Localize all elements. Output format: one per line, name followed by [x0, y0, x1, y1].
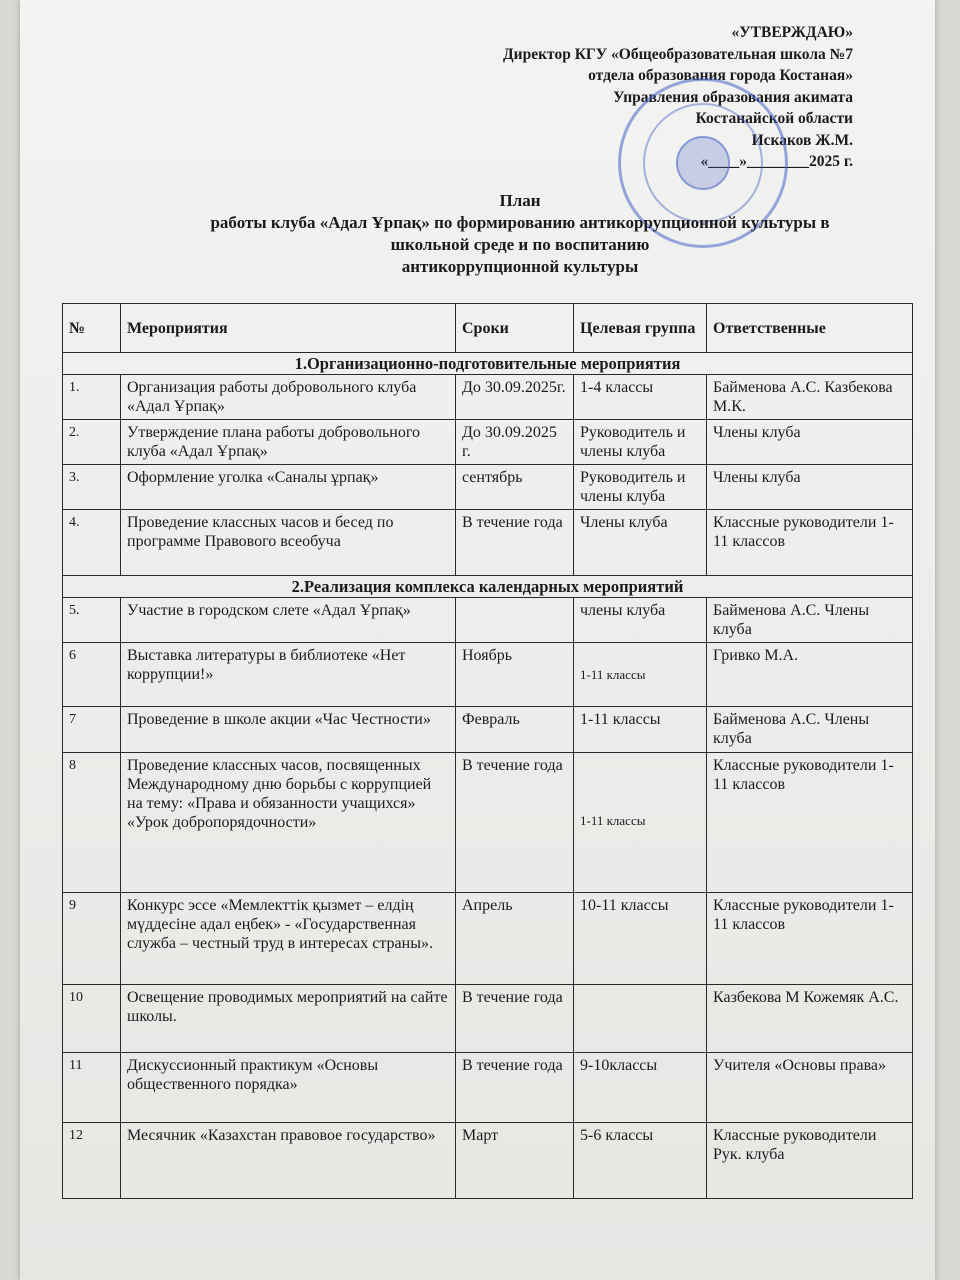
table-row: 5. Участие в городском слете «Адал Ұрпақ» члены клуба Байменова А.С. Члены клуба [63, 598, 913, 643]
header-responsible: Ответственные [707, 304, 913, 353]
table-row: 12 Месячник «Казахстан правовое государство» Март 5-6 классы Классные руководители Рук. клуба [63, 1123, 913, 1199]
table-row: 2. Утверждение плана работы добровольного клуба «Адал Ұрпақ» До 30.09.2025 г. Руководитель и члены клуба Члены клуба [63, 420, 913, 465]
table-row: 10 Освещение проводимых мероприятий на сайте школы. В течение года Казбекова М Кожемяк А.С. [63, 985, 913, 1053]
title-line-1: План [499, 191, 541, 210]
title-line-3: школьной среде и по воспитанию [390, 235, 650, 254]
section-row: 1.Организационно-подготовительные мероприятия [63, 353, 913, 375]
table-row: 3. Оформление уголка «Саналы ұрпақ» сентябрь Руководитель и члены клуба Члены клуба [63, 465, 913, 510]
section-row: 2.Реализация комплекса календарных мероприятий [63, 576, 913, 598]
approval-name: Искаков Ж.М. [751, 131, 853, 149]
plan-table [62, 303, 913, 1199]
approval-heading: «УТВЕРЖДАЮ» [731, 24, 853, 41]
header-event: Мероприятия [121, 304, 456, 353]
approval-region: Костанайской области [695, 110, 853, 127]
table-row: 9 Конкурс эссе «Мемлекттік қызмет – елдің мүддесіне адал еңбек» - «Государственная служба – честный труд в интересах страны». Апрель 10-11 классы Классные руководители 1-11 классов [63, 893, 913, 985]
table-header-row [63, 304, 913, 353]
table-row: 4. Проведение классных часов и бесед по программе Правового всеобуча В течение года Члены клуба Классные руководители 1-11 классов [63, 510, 913, 576]
table-row: 11 Дискуссионный практикум «Основы общественного порядка» В течение года 9-10классы Учителя «Основы права» [63, 1053, 913, 1123]
table-row: 7 Проведение в школе акции «Час Честности» Февраль 1-11 классы Байменова А.С. Члены клуба [63, 707, 913, 753]
approval-administration: Управления образования акимата [613, 88, 853, 106]
approval-director: Директор КГУ «Общеобразовательная школа №7 [503, 45, 853, 63]
header-num: № [63, 304, 121, 353]
plan-title [140, 190, 900, 278]
table-row: 6 Выставка литературы в библиотеке «Нет коррупции!» Ноябрь 1-11 классы Гривко М.А. [63, 643, 913, 707]
stamp-emblem [676, 136, 730, 190]
approval-date: «____»________2025 г. [700, 153, 853, 170]
approval-department: отдела образования города Костаная» [588, 67, 853, 84]
table-row: 1. Организация работы добровольного клуба «Адал Ұрпақ» До 30.09.2025г. 1-4 классы Байменова А.С. Казбекова М.К. [63, 375, 913, 420]
header-term: Сроки [456, 304, 574, 353]
document-page [20, 0, 935, 1280]
title-line-4: антикоррупционной культуры [401, 257, 639, 276]
table-row: 8 Проведение классных часов, посвященных Международному дню борьбы с коррупцией на тему: «Права и обязанности учащихся» «Урок добропорядочности» В течение года 1-11 классы Классные руководители 1-11 классов [63, 753, 913, 893]
header-group: Целевая группа [574, 304, 707, 353]
title-line-2: работы клуба «Адал Ұрпақ» по формированию антикоррупционной культуры в [210, 213, 830, 232]
